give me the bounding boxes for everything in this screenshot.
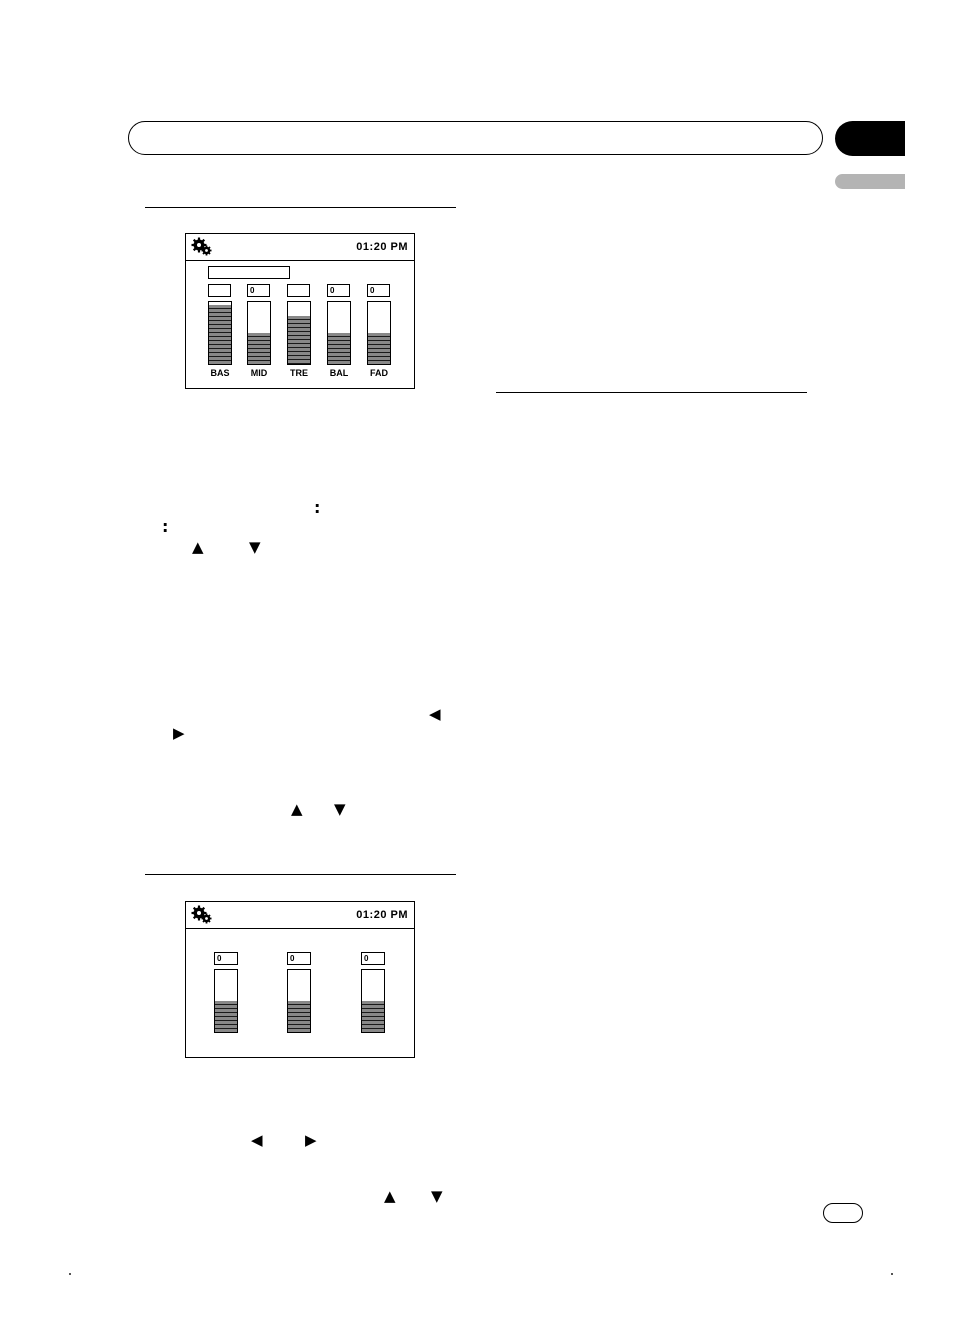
level-meter [367, 301, 391, 365]
channel-value: 0 [361, 952, 385, 965]
up-arrow-icon: ▲ [291, 800, 303, 818]
level-meter-fill [362, 1001, 384, 1032]
right-arrow-icon: ▶ [305, 1131, 317, 1149]
chapter-tab [835, 121, 905, 156]
channel-value: 0 [287, 952, 311, 965]
crop-mark [69, 1273, 71, 1275]
channel-label: BAL [329, 368, 349, 378]
channel-value: 0 [327, 284, 350, 297]
settings-gear-icon [191, 237, 213, 257]
left-arrow-icon: ◀ [429, 705, 441, 723]
level-meter-fill [328, 333, 350, 364]
level-meter [214, 969, 238, 1033]
channel-value: 0 [247, 284, 270, 297]
level-meter-fill [368, 333, 390, 364]
level-meter [361, 969, 385, 1033]
header-bar [128, 121, 823, 155]
left-arrow-icon: ◀ [251, 1131, 263, 1149]
level-meter-fill [248, 333, 270, 364]
channel-label: TRE [290, 368, 308, 378]
colon-mark: : [162, 517, 169, 536]
screen-status-bar [186, 234, 414, 261]
section-rule-level [145, 874, 456, 875]
language-tab [835, 174, 905, 189]
right-arrow-icon: ▶ [173, 724, 185, 742]
level-meter-fill [288, 316, 310, 364]
channel-label: FAD [370, 368, 388, 378]
audio-screen [185, 233, 415, 389]
down-arrow-icon: ▼ [334, 800, 346, 818]
crop-mark [891, 1273, 893, 1275]
channel-value: 0 [214, 952, 238, 965]
colon-mark: : [314, 498, 321, 517]
level-meter [208, 301, 232, 365]
screen-status-bar [186, 902, 414, 929]
level-screen [185, 901, 415, 1058]
down-arrow-icon: ▼ [431, 1187, 443, 1205]
channel-value: 0 [367, 284, 390, 297]
level-meter [287, 301, 311, 365]
page-number-badge [823, 1203, 863, 1223]
channel-value [208, 284, 231, 297]
section-rule-right [496, 392, 807, 393]
screen-clock: 01:20 PM [356, 909, 408, 921]
up-arrow-icon: ▲ [384, 1187, 396, 1205]
down-arrow-icon: ▼ [249, 538, 261, 556]
level-meter-fill [288, 1001, 310, 1032]
section-rule-audio [145, 207, 456, 208]
mode-field [208, 266, 290, 279]
level-meter [247, 301, 271, 365]
channel-value [287, 284, 310, 297]
screen-clock: 01:20 PM [356, 241, 408, 253]
level-meter-fill [215, 1001, 237, 1032]
level-meter [327, 301, 351, 365]
up-arrow-icon: ▲ [192, 538, 204, 556]
level-meter-fill [209, 305, 231, 364]
level-meter [287, 969, 311, 1033]
channel-label: BAS [210, 368, 230, 378]
channel-label: MID [250, 368, 268, 378]
settings-gear-icon [191, 905, 213, 925]
